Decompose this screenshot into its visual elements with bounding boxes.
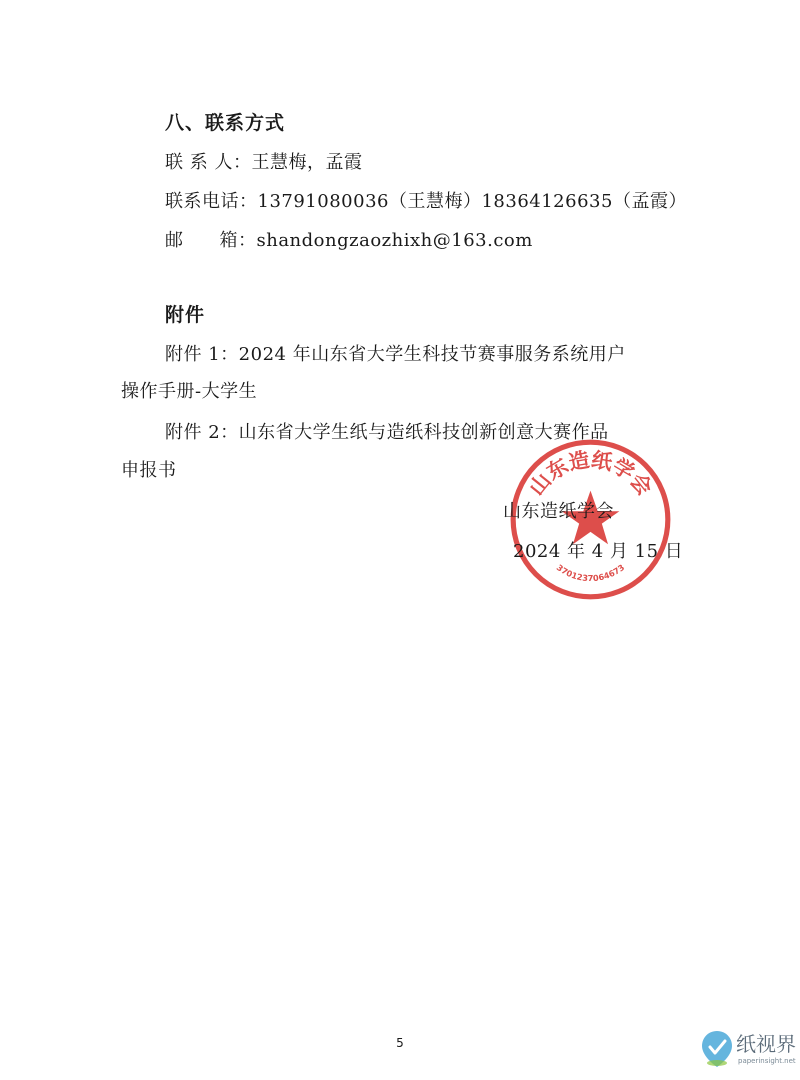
watermark-icon [700, 1029, 734, 1069]
contact-person-label: 联 系 人： [165, 152, 252, 173]
signoff-organization: 山东造纸学会 [503, 501, 614, 522]
seal-text: 山东造纸学会 [524, 447, 657, 500]
contact-email-label-2: 箱： [219, 230, 257, 251]
contact-phone-line [165, 187, 687, 213]
contact-phone-value: 13791080036（王慧梅）18364126635（孟霞） [257, 191, 687, 212]
contact-email-label-1: 邮 [165, 230, 184, 251]
contact-phone-label: 联系电话： [165, 191, 258, 212]
attachment-2-line-2: 申报书 [121, 460, 177, 481]
watermark-url: paperinsight.net [738, 1057, 796, 1065]
watermark-title: 纸视界 [736, 1032, 796, 1056]
contact-person-value: 王慧梅，孟霞 [251, 152, 363, 173]
contact-email-value: shandongzaozhixh@163.com [256, 230, 533, 251]
contact-heading: 八、联系方式 [165, 112, 286, 134]
contact-person-line [165, 148, 362, 174]
seal-number: 3701237064673 [554, 562, 627, 584]
attachment-1-line-1: 附件 1：2024 年山东省大学生科技节赛事服务系统用户 [165, 344, 626, 365]
page-number: 5 [396, 1036, 404, 1050]
attachment-1-line-2: 操作手册-大学生 [121, 381, 258, 402]
watermark-logo [700, 1027, 798, 1077]
signoff-date: 2024 年 4 月 15 日 [513, 541, 684, 562]
attachments-heading: 附件 [165, 304, 206, 326]
contact-email-line [165, 226, 533, 252]
attachment-2-line-1: 附件 2：山东省大学生纸与造纸科技创新创意大赛作品 [165, 422, 609, 443]
